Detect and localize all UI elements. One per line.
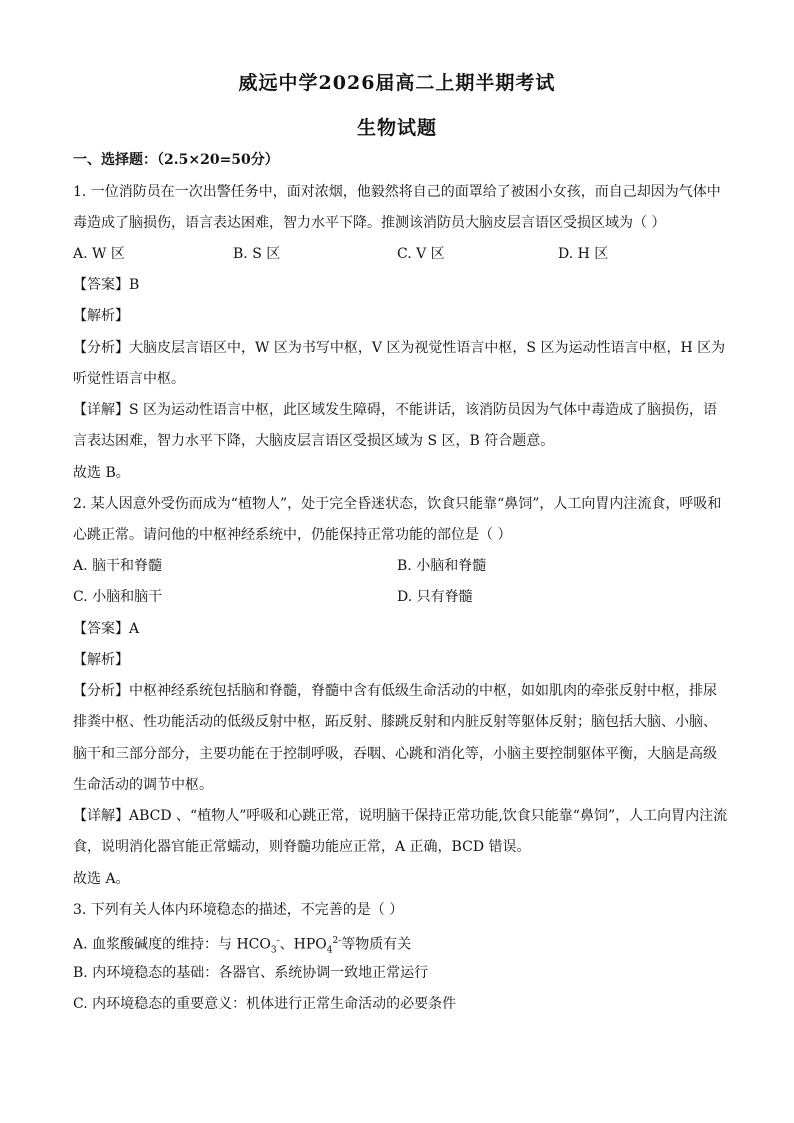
q3-option-a-suffix: 等物质有关 <box>341 936 412 953</box>
q2-fenxi-line2: 排粪中枢、性功能活动的低级反射中枢，跖反射、膝跳反射和内脏反射等躯体反射；脑包括大脑、小脑、 <box>73 714 717 730</box>
q2-analysis-label: 【解析】 <box>73 652 129 668</box>
q3-option-a-mid: 、HPO <box>279 936 327 953</box>
q3-option-a-sub2: 4 <box>326 945 333 956</box>
q1-analysis-label: 【解析】 <box>73 308 129 324</box>
q2-fenxi-line3: 脑干和三部分部分，主要功能在于控制呼吸，吞咽、心跳和消化等，小脑主要控制躯体平衡，大脑是高级 <box>73 746 717 762</box>
section-heading: 一、选择题：（2.5×20=50分） <box>73 152 279 168</box>
q2-option-d: D. 只有脊髓 <box>397 589 473 605</box>
q2-stem-line1: 2. 某人因意外受伤而成为“植物人”，处于完全昏迷状态，饮食只能靠“鼻饲”，人工向胃内注流食，呼吸和 <box>73 496 722 512</box>
q1-option-d: D. H 区 <box>558 246 609 262</box>
q3-option-b: B. 内环境稳态的基础：各器官、系统协调一致地正常运行 <box>73 965 429 981</box>
q1-conclusion: 故选 B。 <box>73 465 130 481</box>
q1-stem-line1: 1. 一位消防员在一次出警任务中，面对浓烟，他毅然将自己的面罩给了被困小女孩，而自己却因为气体中 <box>73 184 721 200</box>
q2-stem-line2: 心跳正常。请问他的中枢神经系统中，仍能保持正常功能的部位是（ ） <box>73 527 512 543</box>
q1-xiangjie-line1: 【详解】S 区为运动性语言中枢，此区域发生障碍，不能讲话，该消防员因为气体中毒造成了脑损伤，语 <box>73 402 718 418</box>
q2-xiangjie-line2: 食，说明消化器官能正常蠕动，则脊髓功能应正常，A 正确，BCD 错误。 <box>73 839 531 855</box>
q2-fenxi-line1: 【分析】中枢神经系统包括脑和脊髓，脊髓中含有低级生命活动的中枢，如如肌肉的牵张反射中枢，排尿 <box>73 683 717 699</box>
q2-conclusion: 故选 A。 <box>73 871 130 887</box>
q3-stem: 3. 下列有关人体内环境稳态的描述，不完善的是（ ） <box>73 902 404 918</box>
q1-fenxi-line2: 听觉性语言中枢。 <box>73 371 185 387</box>
q3-option-a-sup2: 2- <box>332 936 342 946</box>
q2-option-a: A. 脑干和脊髓 <box>73 558 163 574</box>
q3-option-a <box>73 931 723 960</box>
q3-option-a-sup1: - <box>276 936 280 946</box>
exam-title: 威远中学2026届高二上期半期考试 <box>238 72 556 94</box>
q3-option-c: C. 内环境稳态的重要意义：机体进行正常生命活动的必要条件 <box>73 996 457 1012</box>
q3-option-a-prefix: A. 血浆酸碱度的维持：与 HCO <box>73 936 271 953</box>
q1-fenxi-line1: 【分析】大脑皮层言语区中，W 区为书写中枢，V 区为视觉性语言中枢，S 区为运动性语言中枢，H 区为 <box>73 340 726 356</box>
q2-option-c: C. 小脑和脑干 <box>73 589 163 605</box>
q2-option-b: B. 小脑和脊髓 <box>397 558 487 574</box>
q1-stem-line2: 毒造成了脑损伤，语言表达困难，智力水平下降。推测该消防员大脑皮层言语区受损区域为（ ） <box>73 215 666 231</box>
q2-fenxi-line4: 生命活动的调节中枢。 <box>73 777 213 793</box>
q2-xiangjie-line1: 【详解】ABCD 、“植物人”呼吸和心跳正常，说明脑干保持正常功能,饮食只能靠“鼻饲”，人工向胃内注流 <box>73 808 728 824</box>
q2-answer: 【答案】A <box>73 621 140 637</box>
exam-subtitle: 生物试题 <box>356 117 437 139</box>
q3-option-a-sub1: 3 <box>270 945 277 956</box>
q1-option-a: A. W 区 <box>73 246 125 262</box>
q1-option-b: B. S 区 <box>233 246 281 262</box>
q1-answer: 【答案】B <box>73 277 140 293</box>
q1-option-c: C. V 区 <box>397 246 445 262</box>
q1-xiangjie-line2: 言表达困难，智力水平下降，大脑皮层言语区受损区域为 S 区，B 符合题意。 <box>73 433 555 449</box>
